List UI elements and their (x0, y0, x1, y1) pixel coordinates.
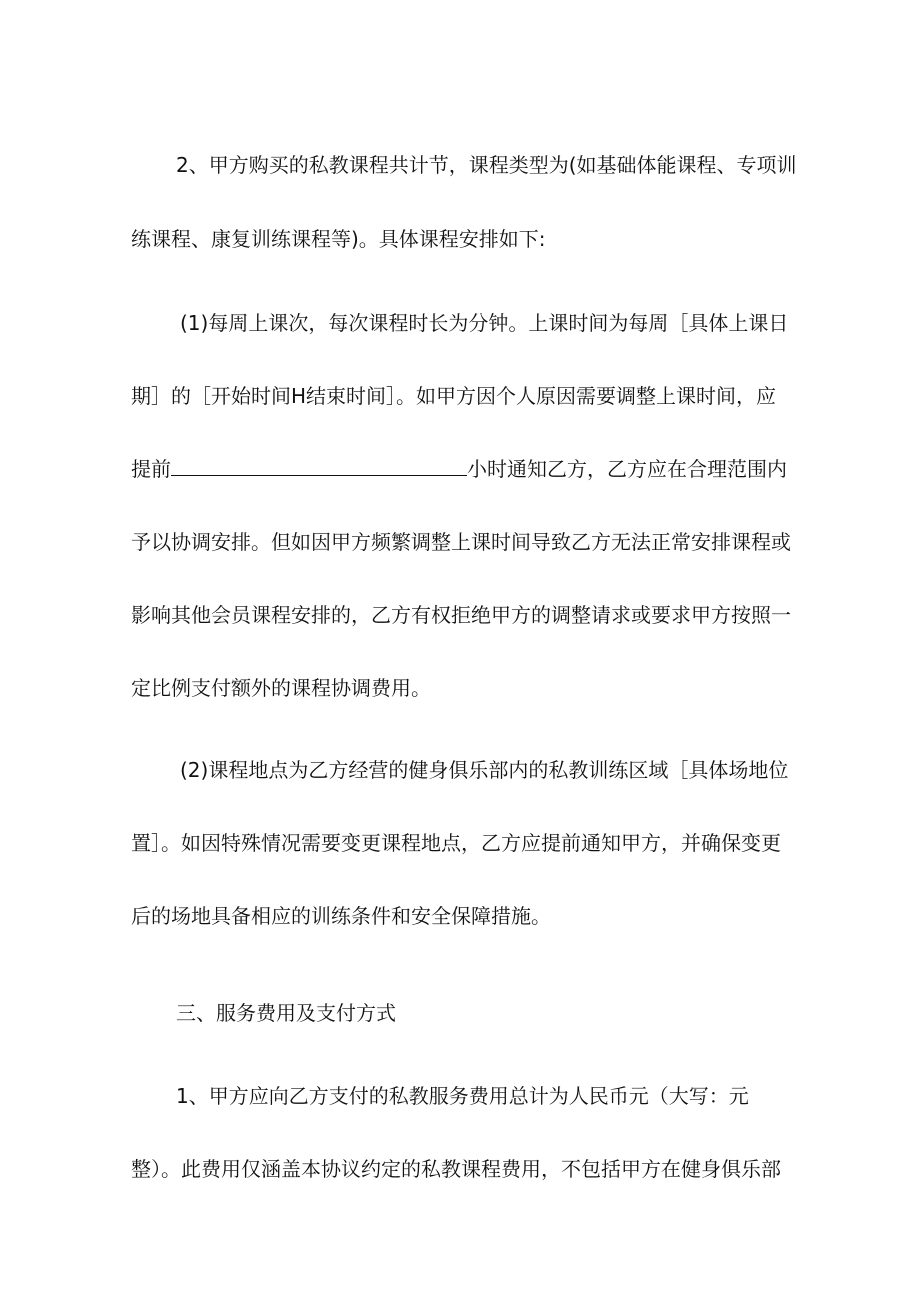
fee1-line-1: 1、甲方应向乙方支付的私教服务费用总计为人民币元（大写：元 (176, 1084, 749, 1108)
sub1-line-2: 期］的［开始时间H结束时间］。如甲方因个人原因需要调整上课时间，应 (131, 384, 777, 408)
section3-heading: 三、服务费用及支付方式 (176, 1001, 396, 1025)
sub1-line-3-prefix: 提前 (131, 457, 171, 481)
sub1-line-3-suffix: 小时通知乙方，乙方应在合理范围内 (467, 457, 787, 481)
sub2-line-3: 后的场地具备相应的训练条件和安全保障措施。 (131, 904, 551, 928)
sub1-line-6: 定比例支付额外的课程协调费用。 (131, 676, 431, 700)
advance-hours-blank (171, 457, 467, 476)
sub2-line-1: (2)课程地点为乙方经营的健身俱乐部内的私教训练区域［具体场地位 (180, 758, 789, 782)
item2-line-2: 练课程、康复训练课程等)。具体课程安排如下: (131, 227, 546, 251)
item2-line-1: 2、甲方购买的私教课程共计节，课程类型为(如基础体能课程、专项训 (176, 153, 797, 177)
sub1-line-4: 予以协调安排。但如因甲方频繁调整上课时间导致乙方无法正常安排课程或 (131, 530, 791, 554)
sub1-line-5: 影响其他会员课程安排的，乙方有权拒绝甲方的调整请求或要求甲方按照一 (131, 603, 791, 627)
sub2-line-2: 置］。如因特殊情况需要变更课程地点，乙方应提前通知甲方，并确保变更 (131, 831, 781, 855)
sub1-line-3 (131, 456, 920, 482)
fee1-line-2: 整）。此费用仅涵盖本协议约定的私教课程费用，不包括甲方在健身俱乐部 (131, 1157, 781, 1181)
sub1-line-1: (1)每周上课次，每次课程时长为分钟。上课时间为每周［具体上课日 (180, 311, 789, 335)
